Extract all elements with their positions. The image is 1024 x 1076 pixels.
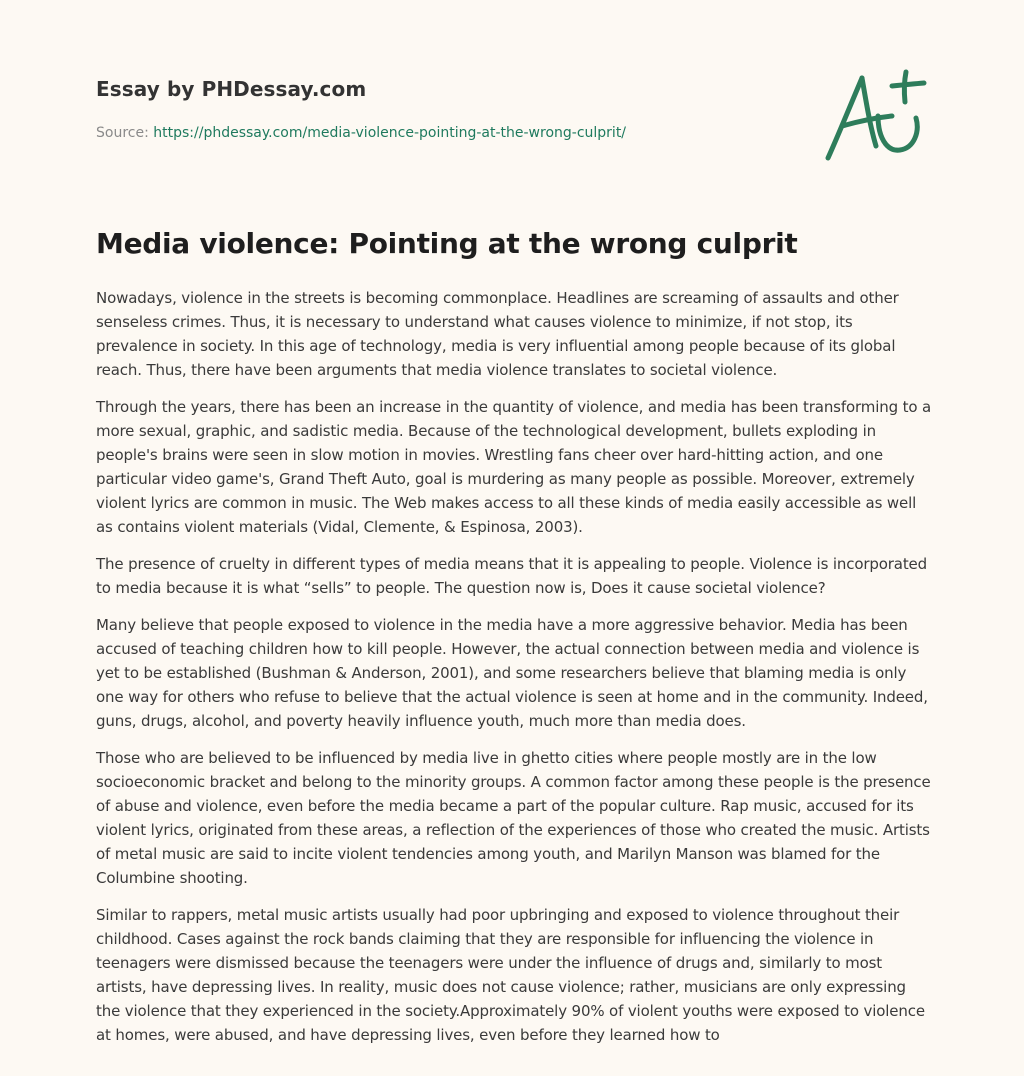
source-label: Source: [96,125,154,141]
essay-paragraph: The presence of cruelty in different types of media means that it is appealing to people. Violence is incorporated to media because it is what “sells” to people. The question now is, Does it cause societal violence? [96,555,928,597]
page-header [96,74,796,143]
essay-paragraph: Through the years, there has been an increase in the quantity of violence, and media has been transforming to a more sexual, graphic, and sadistic media. Because of the technological development, bullets exploding in people's brains were seen in slow motion in movies. Wrestling fans cheer over hard-hitting action, and one particular video game's, Grand Theft Auto, goal is murdering as many people as possible. Moreover, extremely violent lyrics are common in music. The Web makes access to all these kinds of media easily accessible as well as contains violent materials (Vidal, Clemente, & Espinosa, 2003). [96,398,932,536]
source-link[interactable]: https://phdessay.com/media-violence-pointing-at-the-wrong-culprit/ [153,125,627,141]
essay-body [96,286,932,1060]
essay-paragraph: Many believe that people exposed to violence in the media have a more aggressive behavior. Media has been accused of teaching children how to kill people. However, the actual connection between media and violence is yet to be established (Bushman & Anderson, 2001), and some researchers believe that blaming media is only one way for others who refuse to believe that the actual violence is seen at home and in the community. Indeed, guns, drugs, alcohol, and poverty heavily influence youth, much more than media does. [96,616,928,730]
source-line [96,123,796,143]
essay-paragraph: Those who are believed to be influenced by media live in ghetto cities where people mostly are in the low socioeconomic bracket and belong to the minority groups. A common factor among these people is the presence of abuse and violence, even before the media became a part of the popular culture. Rap music, accused for its violent lyrics, originated from these areas, a reflection of the experiences of those who created the music. Artists of metal music are said to incite violent tendencies among youth, and Marilyn Manson was blamed for the Columbine shooting. [96,749,931,887]
a-plus-grade-icon [820,66,932,166]
brand-title: Essay by PHDessay.com [96,77,367,101]
essay-paragraph: Nowadays, violence in the streets is becoming commonplace. Headlines are screaming of assaults and other senseless crimes. Thus, it is necessary to understand what causes violence to minimize, if not stop, its prevalence in society. In this age of technology, media is very influential among people because of its global reach. Thus, there have been arguments that media violence translates to societal violence. [96,289,899,379]
essay-paragraph: Similar to rappers, metal music artists usually had poor upbringing and exposed to violence throughout their childhood. Cases against the rock bands claiming that they are responsible for influencing the violence in teenagers were dismissed because the teenagers were under the influence of drugs and, similarly to most artists, have depressing lives. In reality, music does not cause violence; rather, musicians are only expressing the violence that they experienced in the society.Approximately 90% of violent youths were exposed to violence at homes, were abused, and have depressing lives, even before they learned how to [96,906,925,1044]
essay-title: Media violence: Pointing at the wrong culprit [96,227,798,260]
